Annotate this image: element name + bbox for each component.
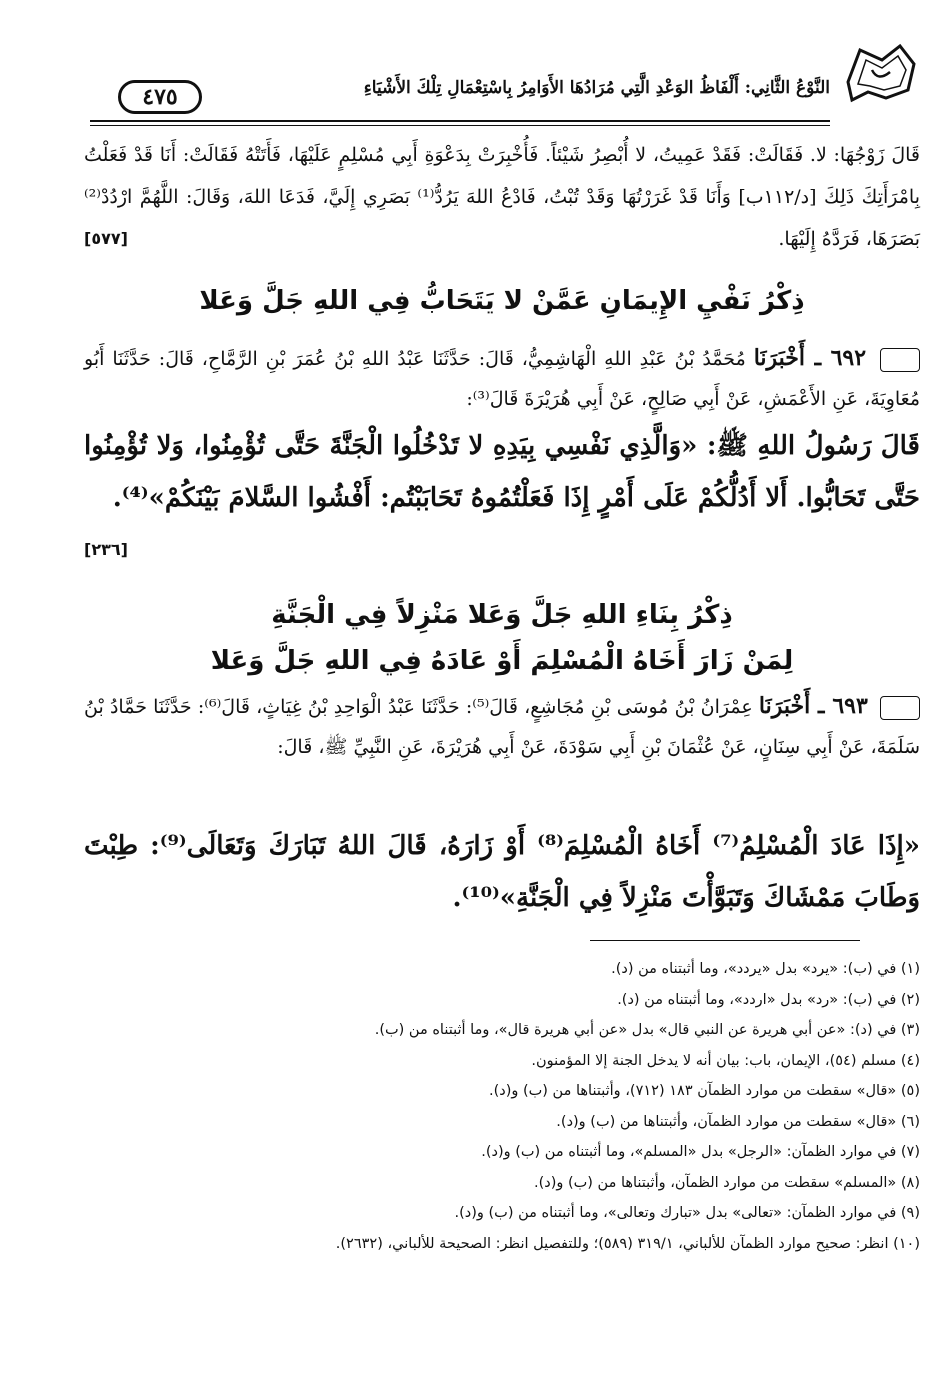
page-number: ٤٧٥ — [118, 80, 202, 114]
footnotes — [84, 954, 920, 1259]
section-heading-2-line-2: لِمَنْ زَارَ أَخَاهُ الْمُسْلِمَ أَوْ عَادَهُ فِي اللهِ جَلَّ وَعَلا — [210, 646, 794, 676]
section-heading-2 — [84, 592, 920, 684]
footnote: (٦) «قال» سقطت من موارد الظمآن، وأثبتناها من (ب) و(د). — [556, 1113, 920, 1130]
header-rule-thin — [90, 125, 830, 126]
footnote: (٤) مسلم (٥٤)، الإيمان، باب: بيان أنه لا يدخل الجنة إلا المؤمنون. — [531, 1052, 920, 1069]
hadith-marker-icon — [880, 348, 920, 372]
hadith-number: ٦٩٢ ـ أَخْبَرَنَا — [753, 345, 867, 371]
footnote: (٧) في موارد الظمآن: «الرجل» بدل «المسلم»، وما أثبتناه من (ب) و(د). — [481, 1144, 920, 1160]
reference-number: [٥٧٧] — [84, 229, 128, 248]
paragraph-1-text: قَالَ زَوْجُهَا: لا. فَقَالَتْ: فَقَدْ عَمِيتُ، لا أُبْصِرُ شَيْئاً. فَأُخْبِرَتْ بِدَعْوَةِ أَبِي مُسْلِمٍ عَلَيْهَا، فَأَتَتْهُ فَقَالَتْ: أَنَا قَدْ فَعَلْتُ بِامْرَأَتِكَ ذَلِكَ [د/١١٢ب] وَأَنَا قَدْ غَرَرْتُهَا وَقَدْ تُبْتُ، فَادْعُ اللهَ يَرُدُّ⁽¹⁾ بَصَرِي إِلَيَّ، فَدَعَا اللهَ، وَقَالَ: اللَّهُمَّ ارْدُدْ⁽²⁾ بَصَرَهَا، فَرَدَّهُ إِلَيْهَا. — [84, 144, 921, 250]
footnote: (٨) «المسلم» سقطت من موارد الظمآن، وأثبتناها من (ب) و(د). — [533, 1174, 920, 1191]
footnote: (١) في (ب): «يرد» بدل «يردد»، وما أثبتناه من (د). — [611, 961, 920, 977]
paragraph-1 — [84, 134, 920, 260]
page-header — [80, 28, 920, 112]
matn-text: قَالَ رَسُولُ اللهِ ﷺ: «وَالَّذِي نَفْسِي بِيَدِهِ لا تَدْخُلُوا الْجَنَّةَ حَتَّى تُؤْمِنُوا، وَلا تُؤْمِنُوا حَتَّى تَحَابُّوا. أَلا أَدُلُّكُمْ عَلَى أَمْرٍ إِذَا فَعَلْتُمُوهُ تَحَابَبْتُم: أَفْشُوا السَّلامَ بَيْنَكُمْ»⁽⁴⁾. — [84, 431, 920, 513]
footnote: (٥) «قال» سقطت من موارد الظمآن ١٨٣ (٧١٢)، وأثبتناها من (ب) و(د). — [488, 1083, 920, 1099]
footnote: (٣) في (د): «عن أبي هريرة عن النبي قال» بدل «عن أبي هريرة قال»، وما أثبتناه من (ب). — [374, 1022, 920, 1038]
hadith-number: ٦٩٣ ـ أَخْبَرَنَا — [758, 693, 868, 719]
isnad-text: عِمْرَانُ بْنُ مُوسَى بْنِ مُجَاشِعٍ، قَالَ⁽⁵⁾: حَدَّثَنَا عَبْدُ الْوَاحِدِ بْنُ غِيَاثٍ، قَالَ⁽⁶⁾: حَدَّثَنَا حَمَّادُ بْنُ سَلَمَةَ، عَنْ أَبِي سِنَانٍ، عَنْ عُثْمَانَ بْنِ أَبِي سَوْدَةَ، عَنْ أَبِي هُرَيْرَةَ، عَنِ النَّبِيِّ ﷺ، قَالَ: — [84, 696, 920, 758]
section-heading-1: ذِكْرُ نَفْيِ الإِيمَانِ عَمَّنْ لا يَتَحَابُّ فِي اللهِ جَلَّ وَعَلا — [199, 286, 805, 316]
isnad-text: مُحَمَّدُ بْنُ عَبْدِ اللهِ الْهَاشِمِيُّ، قَالَ: حَدَّثَنَا عَبْدُ اللهِ بْنُ عُمَرَ بْنِ الرَّمَّاحِ، قَالَ: حَدَّثَنَا أَبُو مُعَاوِيَةَ، عَنِ الأَعْمَشِ، عَنْ أَبِي صَالِحٍ، عَنْ أَبِي هُرَيْرَةَ قَالَ⁽³⁾: — [84, 348, 920, 410]
section-heading-2-line-1: ذِكْرُ بِنَاءِ اللهِ جَلَّ وَعَلا مَنْزِلاً فِي الْجَنَّةِ — [271, 600, 733, 630]
hadith-693-isnad — [84, 686, 920, 767]
footnote: (١٠) انظر: صحيح موارد الظمآن للألباني، ٣١٩/١ (٥٨٩)؛ وللتفصيل انظر: الصحيحة للألباني، (٢٦٣٢). — [335, 1235, 920, 1252]
reference-number: [٢٣٦] — [84, 540, 128, 559]
hadith-692-matn — [84, 420, 920, 576]
hadith-marker-icon — [880, 696, 920, 720]
running-title: النَّوْعُ الثَّانِي: أَلْفَاظُ الوَعْدِ الَّتِي مُرَادُهَا الأَوَامِرُ بِاسْتِعْمَالِ تِلْكَ الأَشْيَاءِ — [363, 78, 830, 98]
footnote: (٢) في (ب): «رد» بدل «اردد»، وما أثبتناه من (د). — [617, 991, 920, 1008]
hadith-692-isnad — [84, 338, 920, 419]
footnote-separator — [590, 940, 860, 941]
publisher-logo-icon — [842, 42, 920, 104]
header-rule — [90, 120, 830, 122]
hadith-693-matn: «إِذَا عَادَ الْمُسْلِمُ⁽⁷⁾ أَخَاهُ الْمُسْلِمَ⁽⁸⁾ أَوْ زَارَهُ، قَالَ اللهُ تَبَارَكَ وَتَعَالَى⁽⁹⁾: طِبْتَ وَطَابَ مَمْشَاكَ وَتَبَوَّأْتَ مَنْزِلاً فِي الْجَنَّةِ»⁽¹⁰⁾. — [84, 831, 920, 913]
footnote: (٩) في موارد الظمآن: «تعالى» بدل «تبارك وتعالى»، وما أثبتناه من (ب) و(د). — [454, 1205, 920, 1221]
